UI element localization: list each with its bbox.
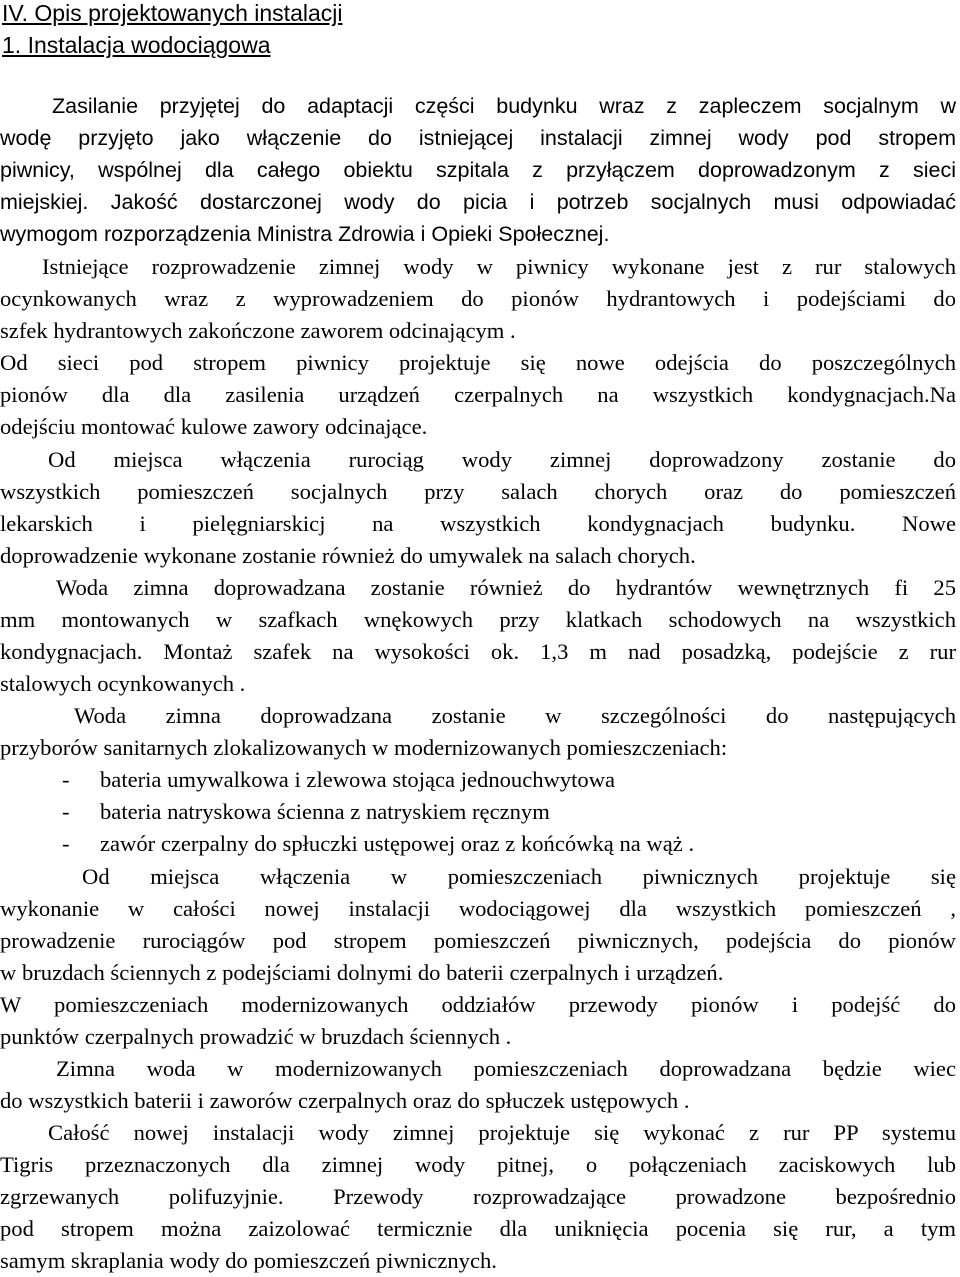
list-dash: - <box>62 831 70 856</box>
text-line: Istniejące rozprowadzenie zimnej wody w piwnicy wykonane jest z rur stalowych <box>42 254 956 279</box>
text-line: lekarskich i pielęgniarskicj na wszystkich kondygnacjach budynku. Nowe <box>0 511 956 536</box>
text-line: zgrzewanych polifuzyjnie. Przewody rozprowadzające prowadzone bezpośrednio <box>0 1184 956 1209</box>
text-line: do wszystkich baterii i zaworów czerpalnych oraz do spłuczek ustępowych . <box>0 1088 690 1113</box>
list-item <box>0 796 956 828</box>
text-line: miejskiej. Jakość dostarczonej wody do picia i potrzeb socjalnych musi odpowiadać <box>0 190 956 214</box>
text-line: pionów dla dla zasilenia urządzeń czerpalnych na wszystkich kondygnacjach.Na <box>0 382 956 407</box>
list-item <box>0 764 956 796</box>
text-line: stalowych ocynkowanych . <box>0 671 246 696</box>
text-line: mm montowanych w szafkach wnękowych przy klatkach schodowych na wszystkich <box>0 607 956 632</box>
text-line: przyborów sanitarnych zlokalizowanych w modernizowanych pomieszczeniach: <box>0 735 728 760</box>
list-item-text: bateria umywalkowa i zlewowa stojąca jednouchwytowa <box>100 767 616 792</box>
text-line: Całość nowej instalacji wody zimnej projektuje się wykonać z rur PP systemu <box>48 1120 956 1145</box>
list-item <box>0 828 956 860</box>
text-line: W pomieszczeniach modernizowanych oddziałów przewody pionów i podejść do <box>0 992 956 1017</box>
text-line: Woda zimna doprowadzana zostanie również do hydrantów wewnętrznych fi 25 <box>56 575 956 600</box>
list-item-text: zawór czerpalny do spłuczki ustępowej oraz z końcówką na wąż . <box>100 831 695 856</box>
text-line: Od sieci pod stropem piwnicy projektuje się nowe odejścia do poszczególnych <box>0 350 956 375</box>
text-line: wszystkich pomieszczeń socjalnych przy salach chorych oraz do pomieszczeń <box>0 479 956 504</box>
text-line: kondygnacjach. Montaż szafek na wysokości ok. 1,3 m nad posadzką, podejście z rur <box>0 639 956 664</box>
text-line: doprowadzenie wykonane zostanie również do umywalek na salach chorych. <box>0 543 696 568</box>
text-line: odejściu montować kulowe zawory odcinające. <box>0 414 428 439</box>
text-line: szfek hydrantowych zakończone zaworem odcinającym . <box>0 318 516 343</box>
text-line: wodę przyjęto jako włączenie do istniejącej instalacji zimnej wody pod stropem <box>0 126 956 150</box>
text-line: Tigris przeznaczonych dla zimnej wody pitnej, o połączeniach zaciskowych lub <box>0 1152 956 1177</box>
text-line: Zasilanie przyjętej do adaptacji części budynku wraz z zapleczem socjalnym w <box>52 94 956 118</box>
text-line: piwnicy, wspólnej dla całego obiektu szpitala z przyłączem doprowadzonym z sieci <box>0 158 956 182</box>
text-line: w bruzdach ściennych z podejściami dolnymi do baterii czerpalnych i urządzeń. <box>0 960 724 985</box>
text-line: Od miejsca włączenia rurociąg wody zimnej doprowadzony zostanie do <box>48 447 956 472</box>
subsection-heading: 1. Instalacja wodociągowa <box>2 32 271 58</box>
section-heading: IV. Opis projektowanych instalacji <box>2 0 343 26</box>
list-dash: - <box>62 767 70 792</box>
list-item-text: bateria natryskowa ścienna z natryskiem ręcznym <box>100 799 550 824</box>
text-line: Zimna woda w modernizowanych pomieszczeniach doprowadzana będzie wiec <box>56 1056 956 1081</box>
list-dash: - <box>62 799 70 824</box>
text-line: samym skraplania wody do pomieszczeń piwnicznych. <box>0 1248 497 1273</box>
text-line: pod stropem można zaizolować termicznie dla uniknięcia pocenia się rur, a tym <box>0 1216 956 1241</box>
text-line: ocynkowanych wraz z wyprowadzeniem do pionów hydrantowych i podejściami do <box>0 286 956 311</box>
text-line: punktów czerpalnych prowadzić w bruzdach ściennych . <box>0 1024 512 1049</box>
text-line: wymogom rozporządzenia Ministra Zdrowia i Opieki Społecznej. <box>0 222 610 246</box>
text-line: wykonanie w całości nowej instalacji wodociągowej dla wszystkich pomieszczeń , <box>0 896 956 921</box>
text-line: prowadzenie rurociągów pod stropem pomieszczeń piwnicznych, podejścia do pionów <box>0 928 956 953</box>
text-line: Od miejsca włączenia w pomieszczeniach piwnicznych projektuje się <box>82 864 956 889</box>
text-line: Woda zimna doprowadzana zostanie w szczególności do następujących <box>74 703 956 728</box>
